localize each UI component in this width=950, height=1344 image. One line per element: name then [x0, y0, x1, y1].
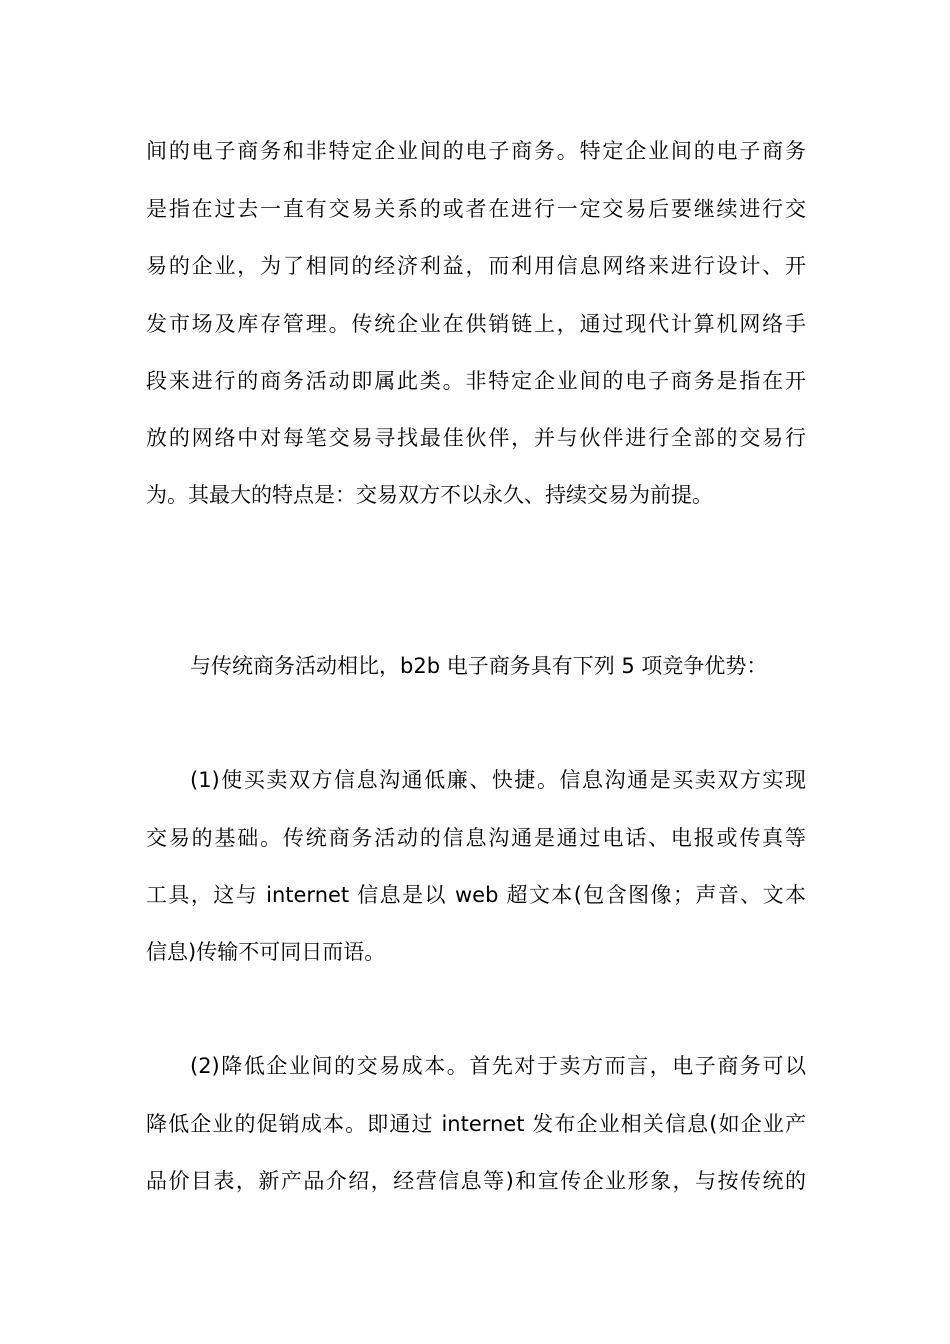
paragraph-3-line-4: 信息)传输不可同日而语。: [146, 940, 386, 964]
paragraph-4-line-3: 品价目表，新产品介绍，经营信息等)和宣传企业形象，与按传统的: [146, 1169, 806, 1193]
paragraph-1-line-2: 是指在过去一直有交易关系的或者在进行一定交易后要继续进行交: [146, 197, 806, 221]
paragraph-1-line-7: 为。其最大的特点是：交易双方不以永久、持续交易为前提。: [146, 483, 713, 507]
paragraph-1-line-6: 放的网络中对每笔交易寻找最佳伙伴，并与伙伴进行全部的交易行: [146, 426, 806, 450]
paragraph-1-line-3: 易的企业，为了相同的经济利益，而利用信息网络来进行设计、开: [146, 254, 806, 278]
paragraph-2-line-1: 与传统商务活动相比，b2b 电子商务具有下列 5 项竞争优势：: [190, 654, 768, 678]
paragraph-1-line-1: 间的电子商务和非特定企业间的电子商务。特定企业间的电子商务: [146, 139, 806, 163]
paragraph-1-line-5: 段来进行的商务活动即属此类。非特定企业间的电子商务是指在开: [146, 369, 806, 393]
paragraph-4-line-1: (2)降低企业间的交易成本。首先对于卖方而言，电子商务可以: [190, 1054, 806, 1078]
paragraph-3-line-3: 工具，这与 internet 信息是以 web 超文本(包含图像；声音、文本: [146, 883, 806, 907]
paragraph-1-line-4: 发市场及库存管理。传统企业在供销链上，通过现代计算机网络手: [146, 312, 806, 336]
paragraph-3-line-2: 交易的基础。传统商务活动的信息沟通是通过电话、电报或传真等: [146, 826, 806, 850]
paragraph-4-line-2: 降低企业的促销成本。即通过 internet 发布企业相关信息(如企业产: [146, 1112, 806, 1136]
paragraph-3-line-1: (1)使买卖双方信息沟通低廉、快捷。信息沟通是买卖双方实现: [190, 768, 806, 792]
